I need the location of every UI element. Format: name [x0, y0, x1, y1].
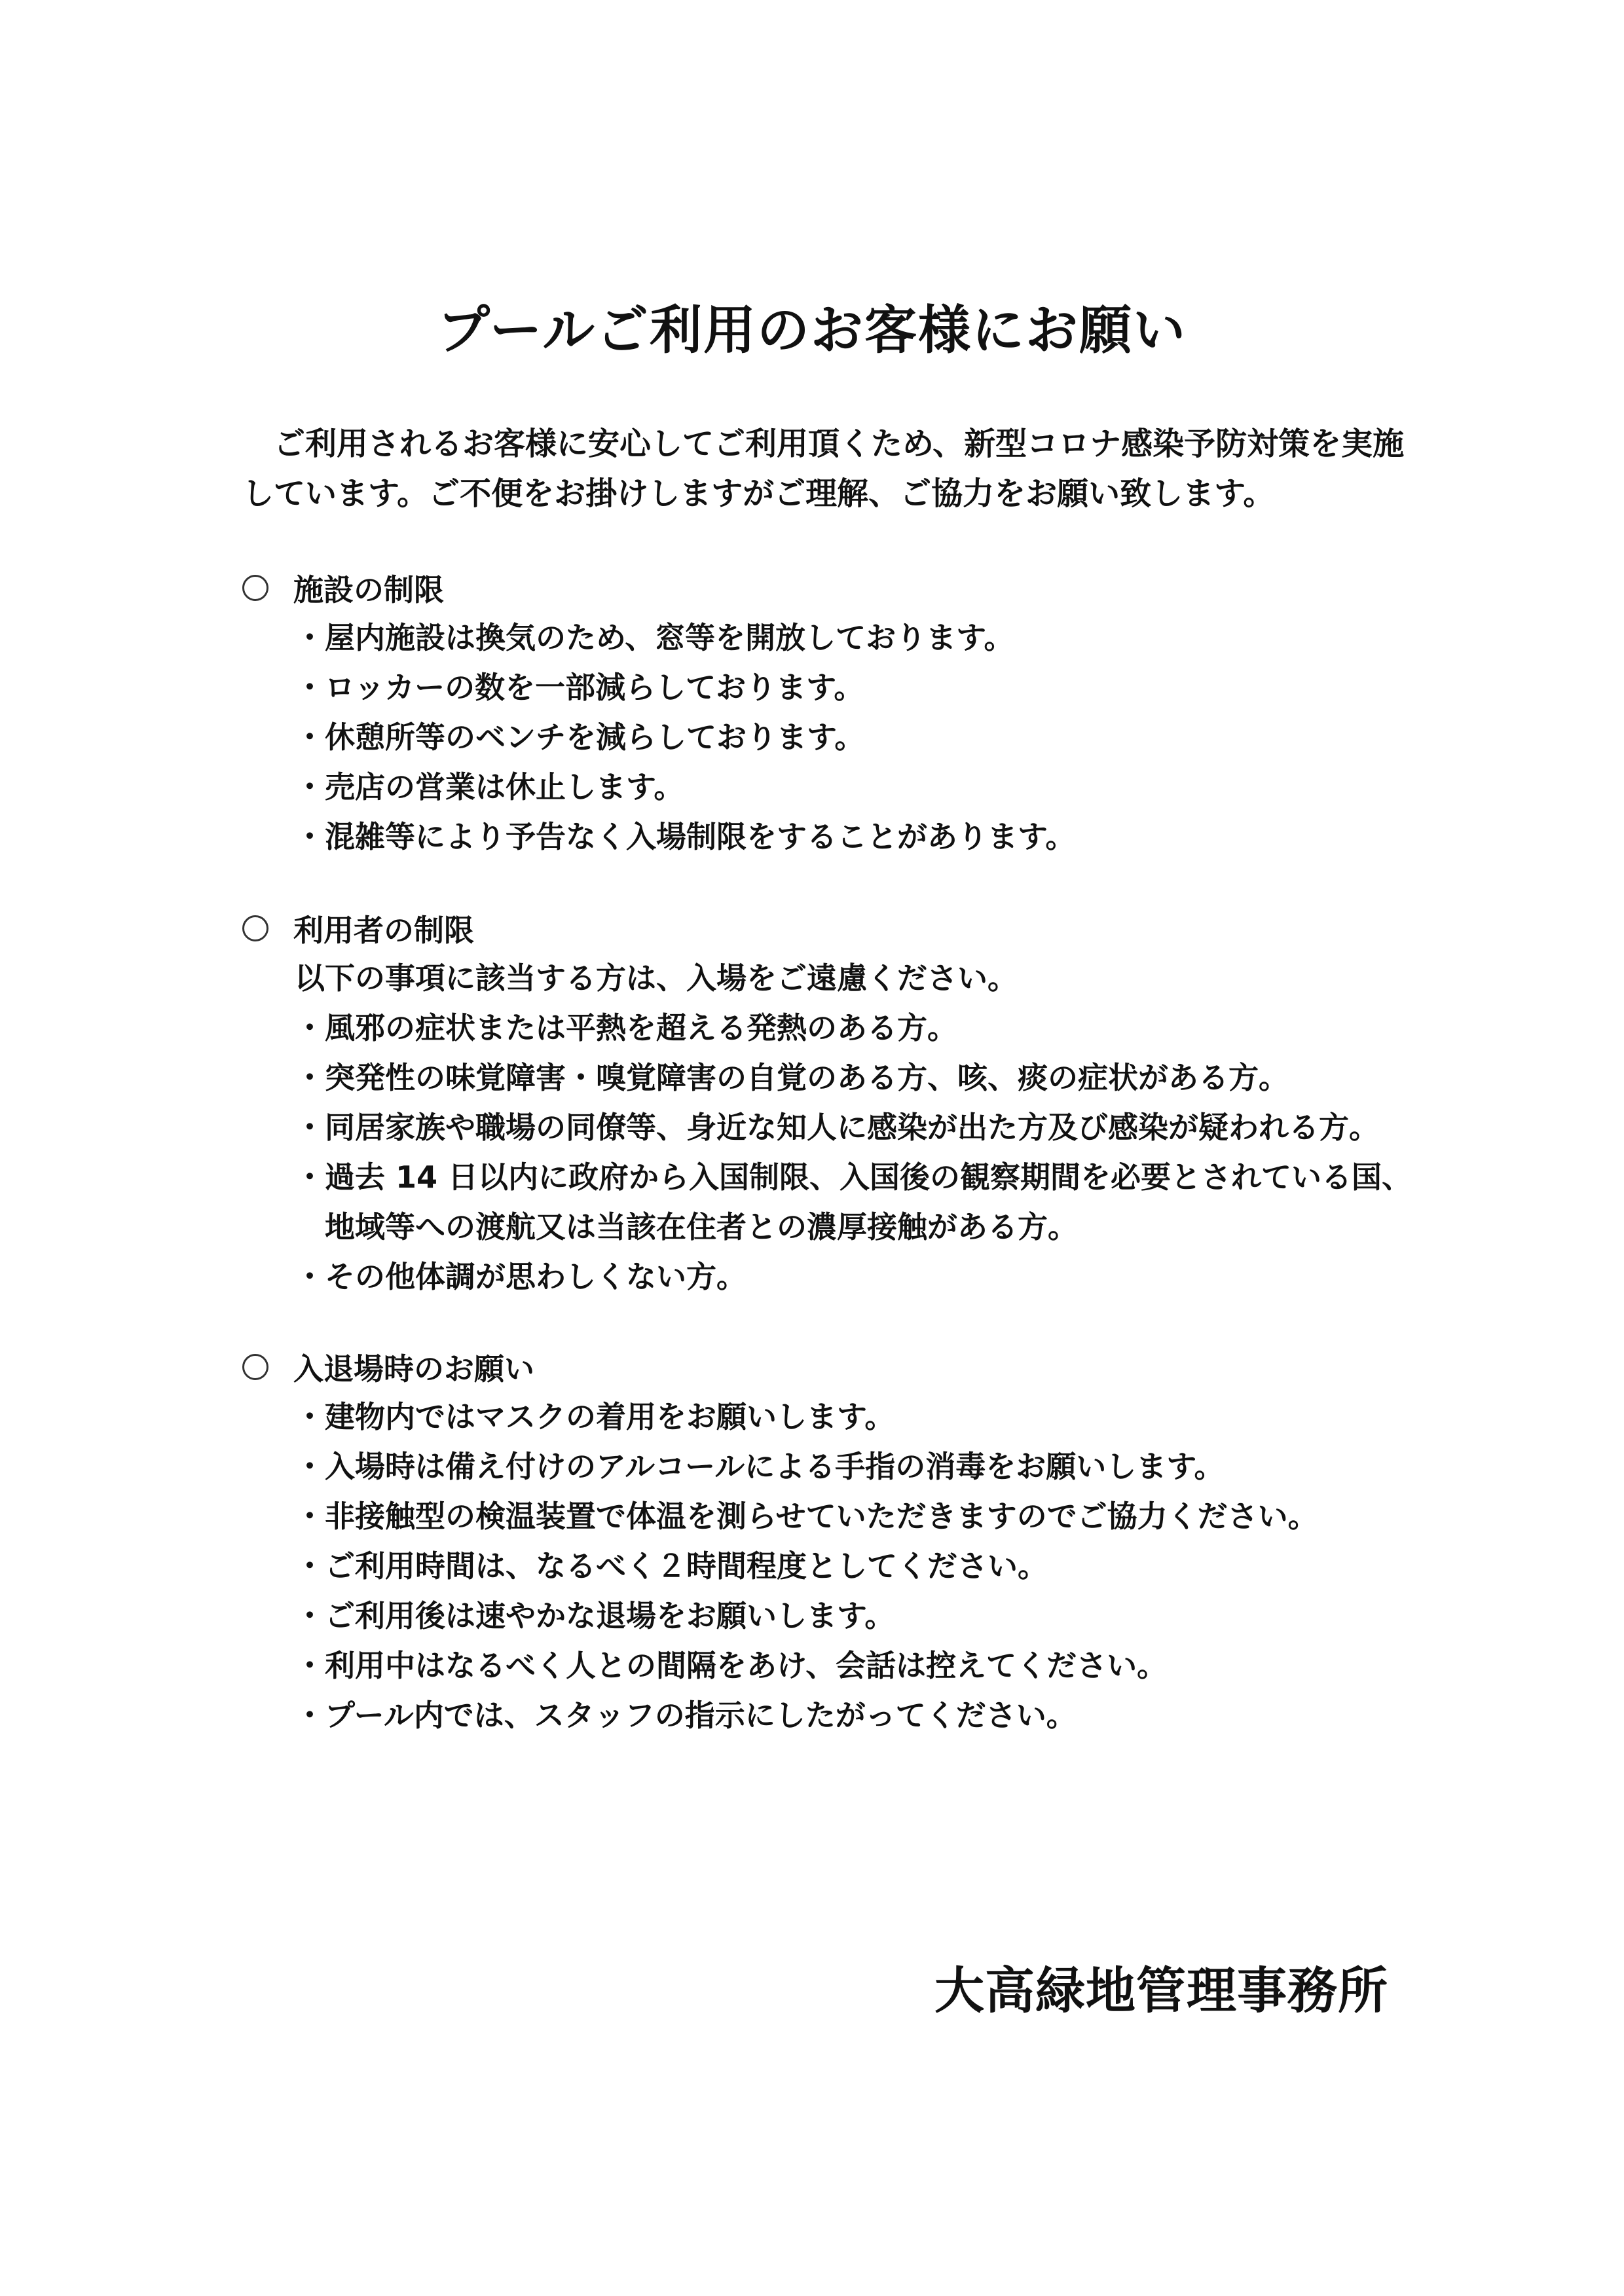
list-item-continuation: 地域等への渡航又は当該在住者との濃厚接触がある方。 — [325, 1209, 1078, 1245]
list-item: ・非接触型の検温装置で体温を測らせていただきますのでご協力ください。 — [295, 1499, 1318, 1534]
intro-paragraph — [242, 419, 1408, 519]
circle-bullet-icon — [242, 915, 268, 941]
section-entry-exit-requests — [242, 1342, 1421, 1740]
section-heading — [242, 1342, 1421, 1392]
section-heading-text: 入退場時のお願い — [293, 1351, 534, 1387]
circle-bullet-icon — [242, 1354, 268, 1380]
section-heading — [242, 903, 1421, 953]
list-item-multiline — [242, 1152, 1421, 1252]
list-item: ・利用中はなるべく人との間隔をあけ、会話は控えてください。 — [295, 1648, 1168, 1683]
list-item: ・ご利用時間は、なるべく２時間程度としてください。 — [295, 1548, 1048, 1584]
issuer-name: 大高緑地管理事務所 — [934, 1961, 1388, 2020]
list-item: ・混雑等により予告なく入場制限をすることがあります。 — [295, 819, 1076, 854]
intro-line-1: ご利用されるお客様に安心してご利用頂くため、新型コロナ感染予防対策を実施 — [274, 426, 1405, 462]
list-item: ・ご利用後は速やかな退場をお願いします。 — [295, 1598, 895, 1633]
item-list — [242, 613, 1421, 862]
intro-line-2: しています。ご不便をお掛けしますがご理解、ご協力をお願い致します。 — [242, 475, 1275, 512]
list-item: ・その他体調が思わしくない方。 — [295, 1259, 747, 1294]
list-item: ・休憩所等のベンチを減らしております。 — [295, 720, 865, 755]
list-item: ・入場時は備え付けのアルコールによる手指の消毒をお願いします。 — [295, 1449, 1225, 1484]
circle-bullet-icon — [242, 575, 268, 601]
section-heading-text: 施設の制限 — [293, 572, 444, 608]
list-item: ・ロッカーの数を一部減らしております。 — [295, 670, 864, 705]
section-facility-restrictions — [242, 563, 1421, 862]
list-item: ・売店の営業は休止します。 — [295, 769, 684, 805]
list-item: ・突発性の味覚障害・嗅覚障害の自覚のある方、咳、痰の症状がある方。 — [295, 1060, 1289, 1095]
section-user-restrictions — [242, 903, 1421, 1302]
list-item: ・屋内施設は換気のため、窓等を開放しております。 — [295, 620, 1014, 655]
list-item: ・建物内ではマスクの着用をお願いします。 — [295, 1399, 895, 1434]
item-list — [242, 1003, 1421, 1302]
item-list — [242, 1392, 1421, 1740]
list-item: ・プール内では、スタッフの指示にしたがってください。 — [295, 1698, 1077, 1733]
list-item: ・同居家族や職場の同僚等、身近な知人に感染が出た方及び感染が疑われる方。 — [295, 1110, 1379, 1145]
list-item: ・風邪の症状または平熱を超える発熱のある方。 — [295, 1010, 957, 1046]
section-note: 以下の事項に該当する方は、入場をご遠慮ください。 — [295, 960, 1018, 996]
section-heading-text: 利用者の制限 — [293, 913, 474, 948]
section-heading — [242, 563, 1421, 613]
list-item-line: ・過去 14 日以内に政府から入国制限、入国後の観察期間を必要とされている国、 — [295, 1159, 1412, 1195]
page-title: プールご利用のお客様にお願い — [437, 300, 1187, 361]
